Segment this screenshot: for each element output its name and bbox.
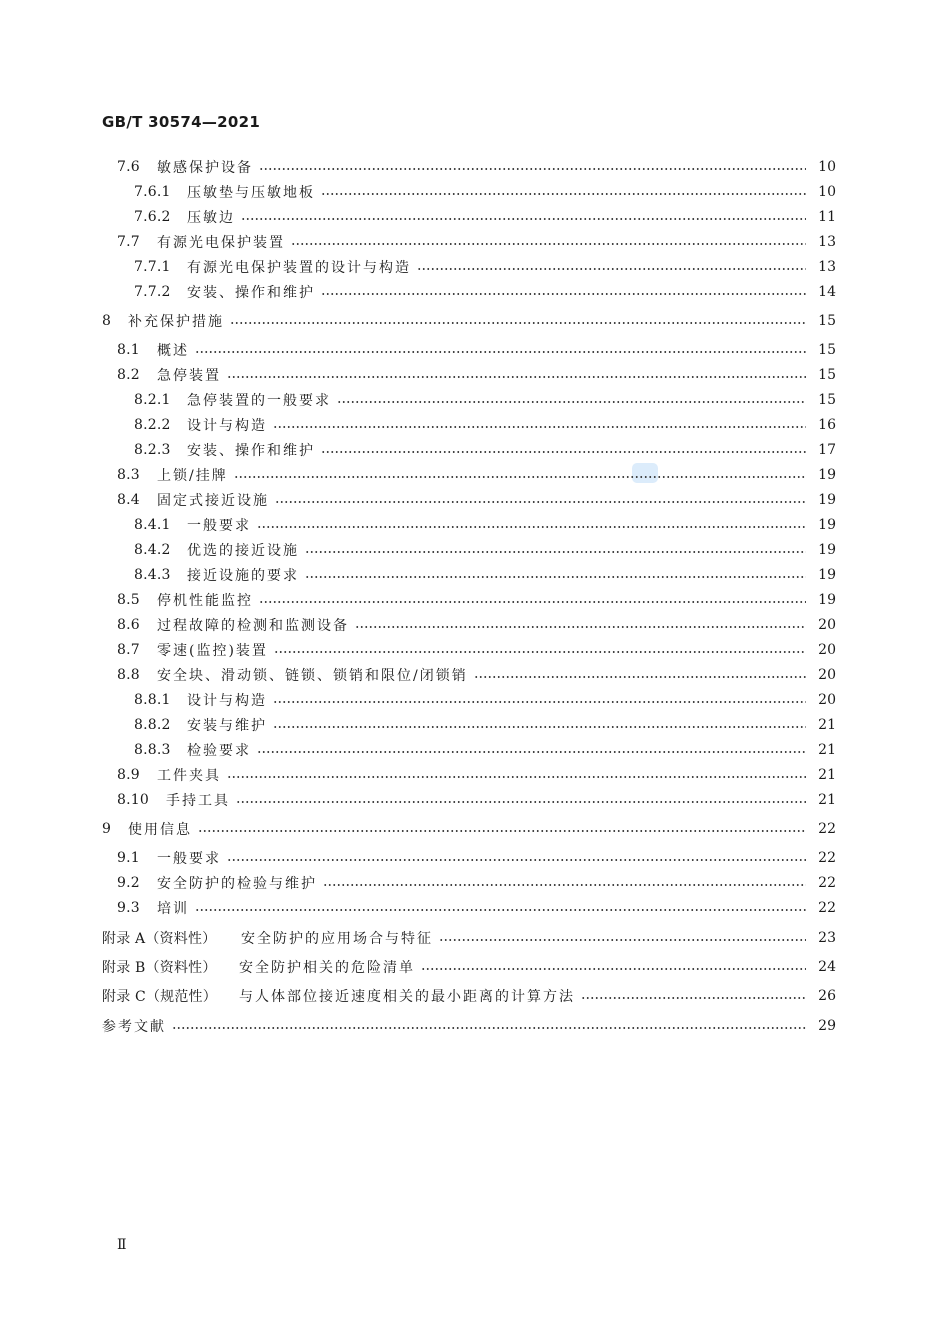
toc-entry-title: 急停装置的一般要求 [187,393,331,409]
toc-dot-leader [417,268,806,270]
toc-entry-page: 17 [818,442,836,458]
toc-entry-page: 19 [818,592,836,608]
toc-entry-number: 8.4.2 [134,542,171,558]
toc-entry[interactable] [117,232,836,252]
toc-entry-page: 20 [818,642,836,658]
toc-entry[interactable] [134,257,836,277]
toc-entry-page: 22 [818,900,836,916]
toc-entry-title: 安全防护的应用场合与特征 [241,931,433,947]
toc-entry-title: 安装、操作和维护 [187,285,315,301]
toc-entry-page: 19 [818,567,836,583]
toc-entry-page: 15 [818,313,836,329]
toc-entry-title: 设计与构造 [187,693,267,709]
toc-entry-title: 补充保护措施 [128,314,224,330]
toc-entry-page: 19 [818,492,836,508]
toc-entry[interactable] [134,440,836,460]
toc-dot-leader [259,168,806,170]
toc-entry-number: 8.5 [117,592,140,608]
toc-entry-title: 安全块、滑动锁、链锁、锁销和限位/闭锁销 [157,668,468,684]
toc-entry[interactable] [117,365,836,385]
toc-entry[interactable] [134,282,836,302]
toc-entry-title: 安装、操作和维护 [187,443,315,459]
toc-entry-page: 15 [818,367,836,383]
toc-entry-number: 8 [102,313,112,329]
toc-entry[interactable] [117,157,836,177]
toc-dot-leader [273,426,806,428]
toc-dot-leader [273,701,806,703]
toc-entry[interactable] [102,1016,836,1036]
toc-dot-leader [195,909,806,911]
toc-entry-title: 培训 [157,901,189,917]
toc-entry[interactable] [117,873,836,893]
toc-dot-leader [474,676,806,678]
toc-entry-page: 20 [818,692,836,708]
toc-dot-leader [305,576,806,578]
toc-dot-leader [337,401,806,403]
toc-dot-leader [321,193,806,195]
toc-entry-page: 11 [818,209,836,225]
toc-dot-leader [257,751,806,753]
toc-entry-title: 停机性能监控 [157,593,253,609]
toc-entry-page: 19 [818,467,836,483]
toc-entry-number: 9 [102,821,112,837]
toc-entry-title: 压敏垫与压敏地板 [187,185,315,201]
page-number: Ⅱ [117,1237,127,1253]
toc-entry[interactable] [102,819,836,839]
toc-entry-title: 上锁/挂牌 [157,468,228,484]
toc-entry-number: 9.1 [117,850,140,866]
toc-entry[interactable] [134,740,836,760]
toc-entry-number: 8.8 [117,667,140,683]
toc-entry[interactable] [134,390,836,410]
document-header: GB/T 30574—2021 [102,113,261,131]
toc-entry-page: 24 [818,959,836,975]
toc-entry[interactable] [102,928,836,948]
toc-entry-page: 22 [818,821,836,837]
toc-entry[interactable] [117,848,836,868]
toc-entry-title: 急停装置 [157,368,221,384]
toc-dot-leader [234,476,806,478]
toc-entry-number: 8.10 [117,792,149,808]
toc-dot-leader [439,939,806,941]
toc-entry-number: 7.6 [117,159,140,175]
toc-entry-number: 8.2 [117,367,140,383]
toc-entry-page: 13 [818,234,836,250]
toc-entry-page: 22 [818,875,836,891]
toc-entry-title: 固定式接近设施 [157,493,269,509]
toc-dot-leader [227,859,806,861]
toc-entry-number: 8.2.1 [134,392,171,408]
toc-entry[interactable] [134,565,836,585]
toc-entry-number: 9.2 [117,875,140,891]
toc-entry-number: 附录 A（资料性） [102,931,217,947]
toc-entry-page: 10 [818,184,836,200]
toc-entry-number: 附录 C（规范性） [102,989,217,1005]
toc-entry-number: 8.6 [117,617,140,633]
toc-dot-leader [421,968,806,970]
toc-dot-leader [257,526,806,528]
toc-entry-title: 设计与构造 [187,418,267,434]
toc-entry-number: 8.8.2 [134,717,171,733]
toc-dot-leader [241,218,806,220]
toc-entry-number: 8.1 [117,342,140,358]
toc-entry-number: 7.6.2 [134,209,171,225]
toc-entry-number: 8.4.3 [134,567,171,583]
toc-entry-page: 22 [818,850,836,866]
toc-entry[interactable] [117,898,836,918]
toc-entry[interactable] [117,590,836,610]
toc-entry-page: 21 [818,742,836,758]
toc-entry-title: 过程故障的检测和监测设备 [157,618,349,634]
toc-entry-page: 23 [818,930,836,946]
toc-entry-title: 手持工具 [166,793,230,809]
toc-dot-leader [323,884,806,886]
toc-entry-page: 26 [818,988,836,1004]
toc-entry-page: 19 [818,542,836,558]
toc-entry-number: 附录 B（资料性） [102,960,217,976]
toc-entry-page: 15 [818,342,836,358]
toc-entry-number: 8.3 [117,467,140,483]
toc-entry[interactable] [117,340,836,360]
toc-entry[interactable] [134,515,836,535]
toc-dot-leader [273,726,806,728]
toc-entry-title: 与人体部位接近速度相关的最小距离的计算方法 [239,989,575,1005]
toc-entry-number: 9.3 [117,900,140,916]
toc-entry[interactable] [102,986,836,1006]
toc-dot-leader [227,776,806,778]
toc-entry-number: 7.6.1 [134,184,171,200]
toc-entry-page: 20 [818,667,836,683]
toc-entry[interactable] [134,690,836,710]
toc-entry-number: 7.7.2 [134,284,171,300]
toc-entry[interactable] [134,715,836,735]
toc-entry[interactable] [117,665,836,685]
toc-entry-title: 一般要求 [187,518,251,534]
toc-entry-number: 8.2.3 [134,442,171,458]
toc-entry[interactable] [102,957,836,977]
toc-entry-page: 15 [818,392,836,408]
toc-entry-title: 有源光电保护装置的设计与构造 [187,260,411,276]
toc-entry-title: 优选的接近设施 [187,543,299,559]
toc-entry-title: 接近设施的要求 [187,568,299,584]
toc-entry-number: 8.7 [117,642,140,658]
toc-entry[interactable] [134,182,836,202]
toc-entry-page: 21 [818,717,836,733]
toc-entry[interactable] [117,615,836,635]
toc-entry-number: 8.8.3 [134,742,171,758]
toc-entry-page: 29 [818,1018,836,1034]
toc-dot-leader [321,451,806,453]
toc-entry[interactable] [117,765,836,785]
toc-entry[interactable] [117,465,836,485]
toc-entry-number: 8.2.2 [134,417,171,433]
toc-entry-title: 敏感保护设备 [157,160,253,176]
toc-dot-leader [172,1027,806,1029]
toc-dot-leader [198,830,806,832]
toc-entry-title: 有源光电保护装置 [157,235,285,251]
toc-entry-page: 16 [818,417,836,433]
toc-entry-number: 8.4 [117,492,140,508]
toc-dot-leader [581,997,806,999]
toc-entry-number: 7.7 [117,234,140,250]
toc-entry[interactable] [117,790,836,810]
toc-entry-number: 8.9 [117,767,140,783]
toc-entry[interactable] [117,490,836,510]
toc-dot-leader [195,351,806,353]
toc-dot-leader [291,243,806,245]
toc-entry-page: 19 [818,517,836,533]
toc-entry[interactable] [117,640,836,660]
toc-entry-page: 20 [818,617,836,633]
toc-entry-title: 零速(监控)装置 [157,643,268,659]
toc-entry[interactable] [134,540,836,560]
toc-entry-title: 安全防护相关的危险清单 [239,960,415,976]
toc-entry-title: 使用信息 [128,822,192,838]
toc-dot-leader [236,801,806,803]
toc-entry-title: 工件夹具 [157,768,221,784]
toc-entry-page: 21 [818,767,836,783]
toc-dot-leader [230,322,806,324]
toc-entry-page: 13 [818,259,836,275]
toc-dot-leader [274,651,806,653]
toc-dot-leader [259,601,806,603]
toc-entry-page: 10 [818,159,836,175]
toc-entry-page: 14 [818,284,836,300]
toc-entry-title: 参考文献 [102,1019,166,1035]
toc-dot-leader [321,293,806,295]
toc-entry[interactable] [134,207,836,227]
toc-entry[interactable] [134,415,836,435]
toc-entry-title: 安装与维护 [187,718,267,734]
toc-entry-page: 21 [818,792,836,808]
toc-dot-leader [227,376,806,378]
toc-entry-title: 概述 [157,343,189,359]
toc-entry-number: 7.7.1 [134,259,171,275]
toc-dot-leader [275,501,806,503]
toc-dot-leader [355,626,806,628]
toc-entry-number: 8.4.1 [134,517,171,533]
toc-entry-title: 检验要求 [187,743,251,759]
toc-dot-leader [305,551,806,553]
toc-entry-title: 压敏边 [187,210,235,226]
toc-entry-number: 8.8.1 [134,692,171,708]
toc-entry-title: 安全防护的检验与维护 [157,876,317,892]
toc-entry-title: 一般要求 [157,851,221,867]
toc-entry[interactable] [102,311,836,331]
